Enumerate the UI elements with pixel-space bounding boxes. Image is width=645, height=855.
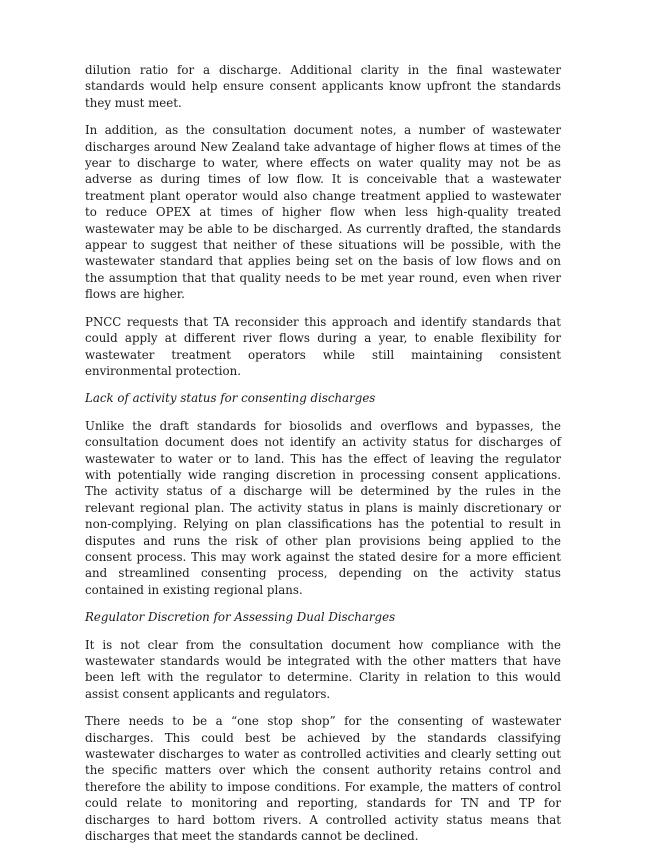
section-heading-activity-status: Lack of activity status for consenting discharges bbox=[85, 391, 376, 406]
paragraph-pncc-request: PNCC requests that TA reconsider this approach and identify standards that could apply at different river flows during a year, to enable flexibility for wastewater treatment operators while still maintaining consistent environmental protection. bbox=[85, 314, 561, 378]
paragraph-higher-flows: In addition, as the consultation document notes, a number of wastewater discharges around New Zealand take advantage of higher flows at times of the year to discharge to water, where effects on water quality may not be as adverse as during times of low flow. It is conceivable that a wastewater treatment plant operator would also change treatment applied to wastewater to reduce OPEX at times of higher flow when less high-quality treated wastewater may be able to be discharged. As currently drafted, the standards appear to suggest that neither of these situations will be possible, with the wastewater standard that applies being set on the basis of low flows and on the assumption that that quality needs to be met year round, even when river flows are higher. bbox=[85, 123, 561, 302]
paragraph-activity-status: Unlike the draft standards for biosolids and overflows and bypasses, the consultation document does not identify an activity status for discharges of wastewater to water or to land. This has the effect of leaving the regulator with potentially wide ranging discretion in processing consent applications. The activity status of a discharge will be determined by the rules in the relevant regional plan. The activity status in plans is mainly discretionary or non-complying. Relying on plan classifications has the potential to result in disputes and runs the risk of other plan provisions being applied to the consent process. This may work against the stated desire for a more efficient and streamlined consenting process, depending on the activity status contained in existing regional plans. bbox=[85, 418, 561, 597]
paragraph-compliance-integration: It is not clear from the consultation document how compliance with the wastewater standards would be integrated with the other matters that have been left with the regulator to determine. Clarity in relation to this would assist consent applicants and regulators. bbox=[85, 637, 561, 701]
paragraph-dilution-ratio: dilution ratio for a discharge. Additional clarity in the final wastewater standards would help ensure consent applicants know upfront the standards they must meet. bbox=[85, 63, 561, 110]
section-heading-regulator-discretion: Regulator Discretion for Assessing Dual Discharges bbox=[85, 610, 396, 625]
document-page bbox=[85, 62, 561, 855]
paragraph-one-stop-shop: There needs to be a “one stop shop” for the consenting of wastewater discharges. This could best be achieved by the standards classifying wastewater discharges to water as controlled activities and clearly setting out the specific matters over which the consent authority retains control and therefore the ability to impose conditions. For example, the matters of control could relate to monitoring and reporting, standards for TN and TP for discharges to hard bottom rivers. A controlled activity status means that discharges that meet the standards cannot be declined. bbox=[85, 714, 561, 844]
